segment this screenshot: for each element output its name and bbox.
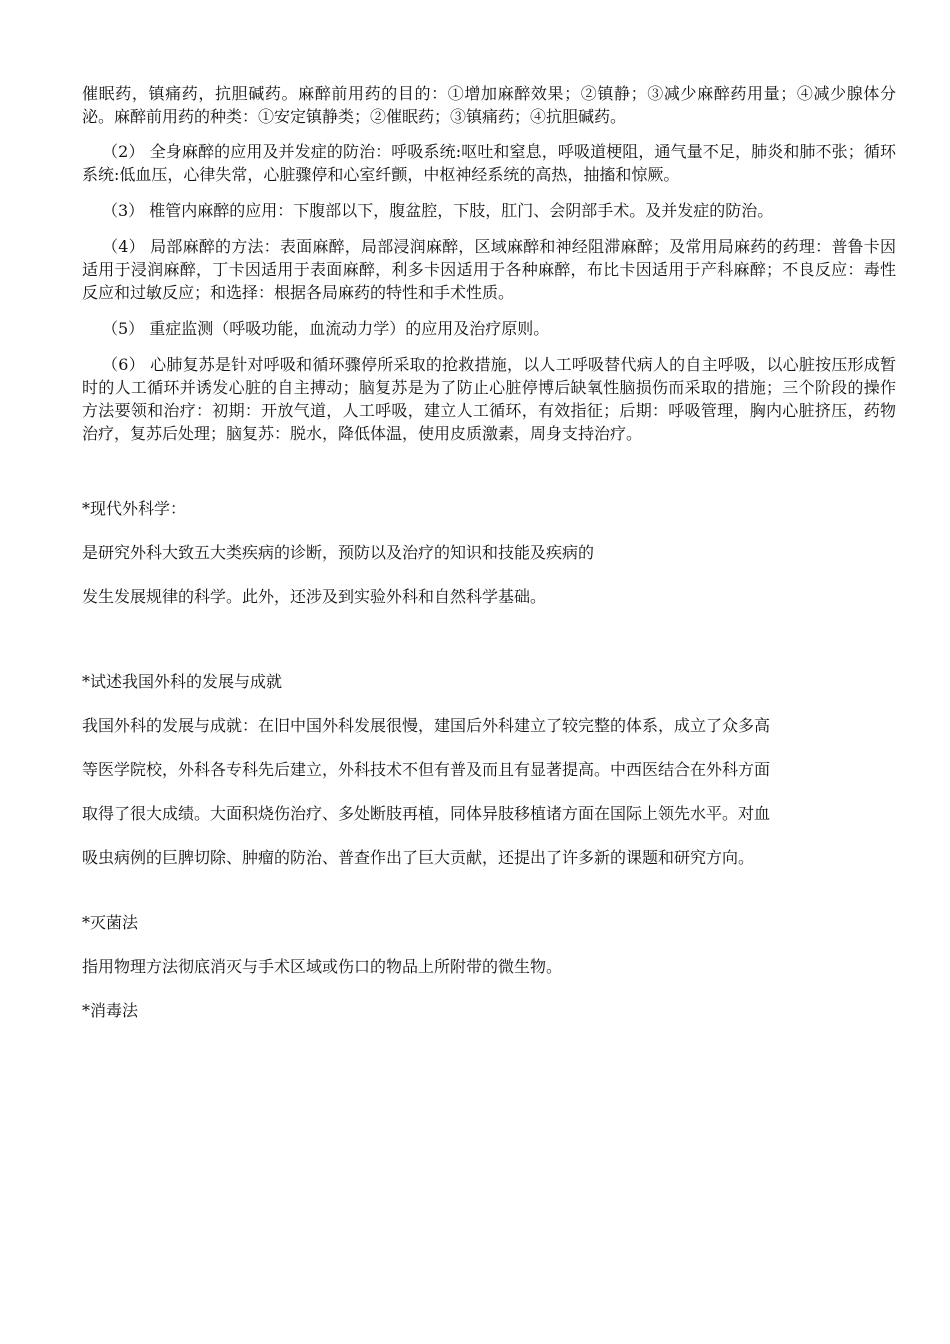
premedication-paragraph: 催眠药，镇痛药，抗胆碱药。麻醉前用药的目的：①增加麻醉效果；②镇静；③减少麻醉药用量；④减少腺体分泌。麻醉前用药的种类：①安定镇静类；②催眠药；③镇痛药；④抗胆碱药。 <box>82 84 896 126</box>
spinal-anesthesia-paragraph: （3） 椎管内麻醉的应用：下腹部以下，腹盆腔，下肢，肛门、会阴部手术。及并发症的防治。 <box>102 201 774 220</box>
development-line: 我国外科的发展与成就：在旧中国外科发展很慢，建国后外科建立了较完整的体系，成立了众多高 <box>82 716 771 735</box>
modern-surgery-line: 是研究外科大致五大类疾病的诊断，预防以及治疗的知识和技能及疾病的 <box>82 543 595 562</box>
sterilization-text: 指用物理方法彻底消灭与手术区域或伤口的物品上所附带的微生物。 <box>82 957 563 976</box>
modern-surgery-heading: *现代外科学： <box>82 499 187 518</box>
development-paragraph <box>82 716 896 892</box>
general-anesthesia-paragraph: （2） 全身麻醉的应用及并发症的防治：呼吸系统:呕吐和窒息，呼吸道梗阻，通气量不足，肺炎和肺不张；循环系统:低血压，心律失常，心脏骤停和心室纤颤，中枢神经系统的高热，抽搐和惊厥。 <box>82 142 896 184</box>
modern-surgery-line: 发生发展规律的科学。此外，还涉及到实验外科和自然科学基础。 <box>82 587 547 606</box>
document-page <box>82 82 896 1021</box>
sterilization-heading: *灭菌法 <box>82 913 139 932</box>
critical-monitoring-paragraph: （5） 重症监测（呼吸功能，血流动力学）的应用及治疗原则。 <box>102 319 550 338</box>
development-line: 吸虫病例的巨脾切除、肿瘤的防治、普查作出了巨大贡献，还提出了许多新的课题和研究方向。 <box>82 848 755 867</box>
cpr-paragraph: （6） 心肺复苏是针对呼吸和循环骤停所采取的抢救措施，以人工呼吸替代病人的自主呼吸，以心脏按压形成暂时的人工循环并诱发心脏的自主搏动；脑复苏是为了防止心脏停博后缺氧性脑损伤而采取的措施；三个阶段的操作方法要领和治疗：初期：开放气道，人工呼吸，建立人工循环，有效指征；后期：呼吸管理，胸内心脏挤压，药物治疗，复苏后处理；脑复苏：脱水，降低体温，使用皮质激素，周身支持治疗。 <box>82 355 896 443</box>
development-line: 取得了很大成绩。大面积烧伤治疗、多处断肢再植，同体异肢移植诸方面在国际上领先水平。对血 <box>82 804 771 823</box>
development-heading: *试述我国外科的发展与成就 <box>82 672 283 691</box>
local-anesthesia-paragraph: （4） 局部麻醉的方法：表面麻醉，局部浸润麻醉，区域麻醉和神经阻滞麻醉；及常用局麻药的药理：普鲁卡因适用于浸润麻醉，丁卡因适用于表面麻醉，利多卡因适用于各种麻醉，布比卡因适用于产科麻醉；不良反应：毒性反应和过敏反应；和选择：根据各局麻药的特性和手术性质。 <box>82 237 896 302</box>
development-line: 等医学院校，外科各专科先后建立，外科技术不但有普及而且有显著提高。中西医结合在外科方面 <box>82 760 771 779</box>
disinfection-heading: *消毒法 <box>82 1001 139 1020</box>
